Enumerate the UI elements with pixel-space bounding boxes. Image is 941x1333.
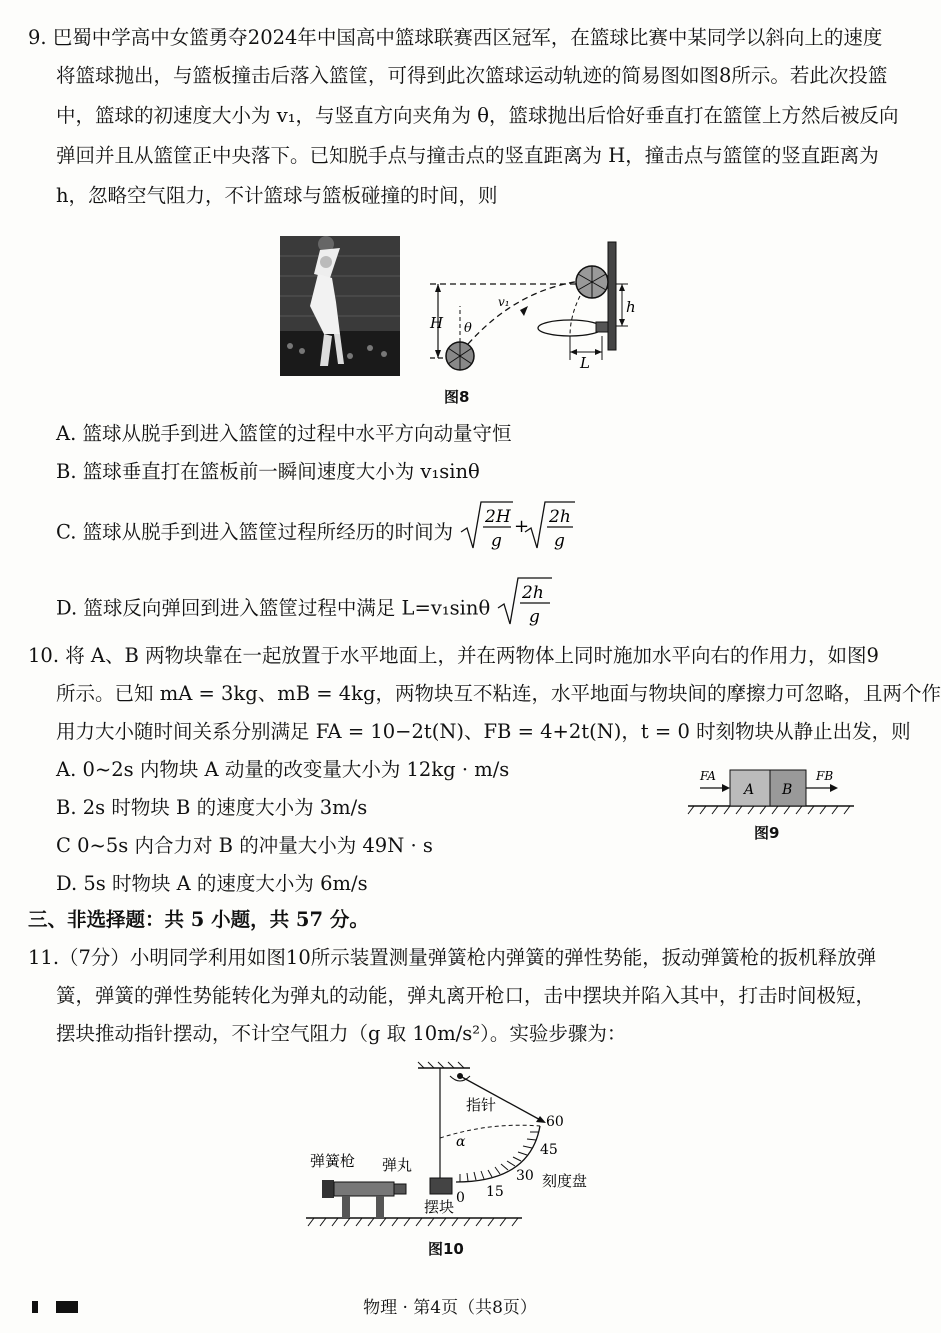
label-pellet: 弹丸 <box>382 1156 413 1174</box>
section-3-heading: 三、非选择题：共 5 小题，共 57 分。 <box>28 908 369 931</box>
label-theta: θ <box>464 321 472 336</box>
tick-15: 15 <box>486 1184 504 1200</box>
q10-option-c: C 0~5s 内合力对 B 的冲量大小为 49N · s <box>56 834 433 857</box>
tick-45: 45 <box>540 1142 558 1158</box>
q9-line-1: 9. 巴蜀中学高中女篮勇夺2024年中国高中篮球联赛西区冠军，在篮球比赛中某同学以斜向上的速度 <box>28 26 883 49</box>
figure-10-caption: 图10 <box>428 1240 464 1258</box>
figure-9-diagram <box>684 762 860 818</box>
backboard <box>608 242 616 350</box>
q9-line-2: 将篮球抛出，与篮板撞击后落入篮筐，可得到此次篮球运动轨迹的简易图如图8所示。若此次投篮 <box>56 64 888 87</box>
tick-60: 60 <box>546 1114 564 1130</box>
tick-0: 0 <box>456 1190 465 1206</box>
block-a-label: A <box>744 782 755 798</box>
c-frac2-num: 2h <box>549 507 572 527</box>
block-b-label: B <box>782 782 793 798</box>
q9-option-a: A. 篮球从脱手到进入篮筐的过程中水平方向动量守恒 <box>56 422 512 445</box>
pendulum-block <box>430 1178 452 1194</box>
label-fb: FB <box>816 769 834 783</box>
label-H: H <box>430 314 444 332</box>
q9-option-c <box>56 507 579 554</box>
q9-option-c-formula <box>459 498 579 554</box>
c-frac2-den: g <box>554 531 566 551</box>
d-frac-den: g <box>529 607 541 627</box>
figure-10-diagram <box>300 1062 610 1238</box>
label-fa: FA <box>700 769 716 783</box>
svg-text:α: α <box>456 1134 466 1150</box>
q11-line-3: 摆块推动指针摆动，不计空气阻力（g 取 10m/s²）。实验步骤为： <box>56 1022 627 1045</box>
q10-option-a: A. 0~2s 内物块 A 动量的改变量大小为 12kg · m/s <box>56 758 510 781</box>
figure-8-caption: 图8 <box>444 388 470 406</box>
q10-line-2: 所示。已知 mA = 3kg、mB = 4kg，两物块互不粘连，水平地面与物块间的摩擦力可忽略，且两个作 <box>56 682 941 705</box>
spring-gun-icon <box>322 1180 406 1218</box>
tick-30: 30 <box>516 1168 534 1184</box>
q9-option-c-prefix: C. 篮球从脱手到进入篮筐过程所经历的时间为 <box>56 520 454 544</box>
q9-option-d <box>56 583 556 630</box>
label-L: L <box>580 354 590 372</box>
q9-line-5: h，忽略空气阻力，不计篮球与篮板碰撞的时间，则 <box>56 184 498 207</box>
q10-line-1: 10. 将 A、B 两物块靠在一起放置于水平地面上，并在两物体上同时施加水平向右的作用力，如图9 <box>28 644 879 667</box>
label-v1: v₁ <box>498 295 510 309</box>
q10-line-3: 用力大小随时间关系分别满足 FA = 10−2t(N)、FB = 4+2t(N)，t = 0 时刻物块从静止出发，则 <box>56 720 911 743</box>
q9-option-d-formula <box>496 574 556 630</box>
c-plus: + <box>514 516 530 537</box>
player-silhouette <box>280 236 400 376</box>
d-frac-num: 2h <box>522 583 545 603</box>
q9-line-4: 弹回并且从篮筐正中央落下。已知脱手点与撞击点的竖直距离为 H，撞击点与篮筐的竖直距离为 <box>56 144 879 167</box>
q11-line-2: 簧，弹簧的弹性势能转化为弹丸的动能，弹丸离开枪口，击中摆块并陷入其中，打击时间极短， <box>56 984 876 1007</box>
q10-option-b: B. 2s 时物块 B 的速度大小为 3m/s <box>56 796 368 819</box>
page-footer: 物理 · 第4页（共8页） <box>363 1298 537 1318</box>
q10-option-d: D. 5s 时物块 A 的速度大小为 6m/s <box>56 872 368 895</box>
label-pointer: 指针 <box>466 1096 497 1114</box>
c-frac1-num: 2H <box>485 507 511 527</box>
label-dial: 刻度盘 <box>542 1172 588 1190</box>
c-frac1-den: g <box>491 531 503 551</box>
figure-9-caption: 图9 <box>754 824 780 842</box>
label-h: h <box>626 298 636 316</box>
figure-8-diagram <box>420 236 636 376</box>
q11-line-1: 11.（7分）小明同学利用如图10所示装置测量弹簧枪内弹簧的弹性势能，扳动弹簧枪的扳机释放弹 <box>28 946 877 969</box>
q9-option-b: B. 篮球垂直打在篮板前一瞬间速度大小为 v₁sinθ <box>56 460 480 483</box>
q9-line-3: 中，篮球的初速度大小为 v₁，与竖直方向夹角为 θ，篮球抛出后恰好垂直打在篮筐上方然后被反向 <box>56 104 899 127</box>
q9-option-d-prefix: D. 篮球反向弹回到进入篮筐过程中满足 L=v₁sinθ <box>56 596 491 620</box>
label-gun: 弹簧枪 <box>310 1152 356 1170</box>
figure-8-photo <box>280 236 400 376</box>
label-block: 摆块 <box>424 1198 455 1216</box>
hoop <box>538 320 602 336</box>
